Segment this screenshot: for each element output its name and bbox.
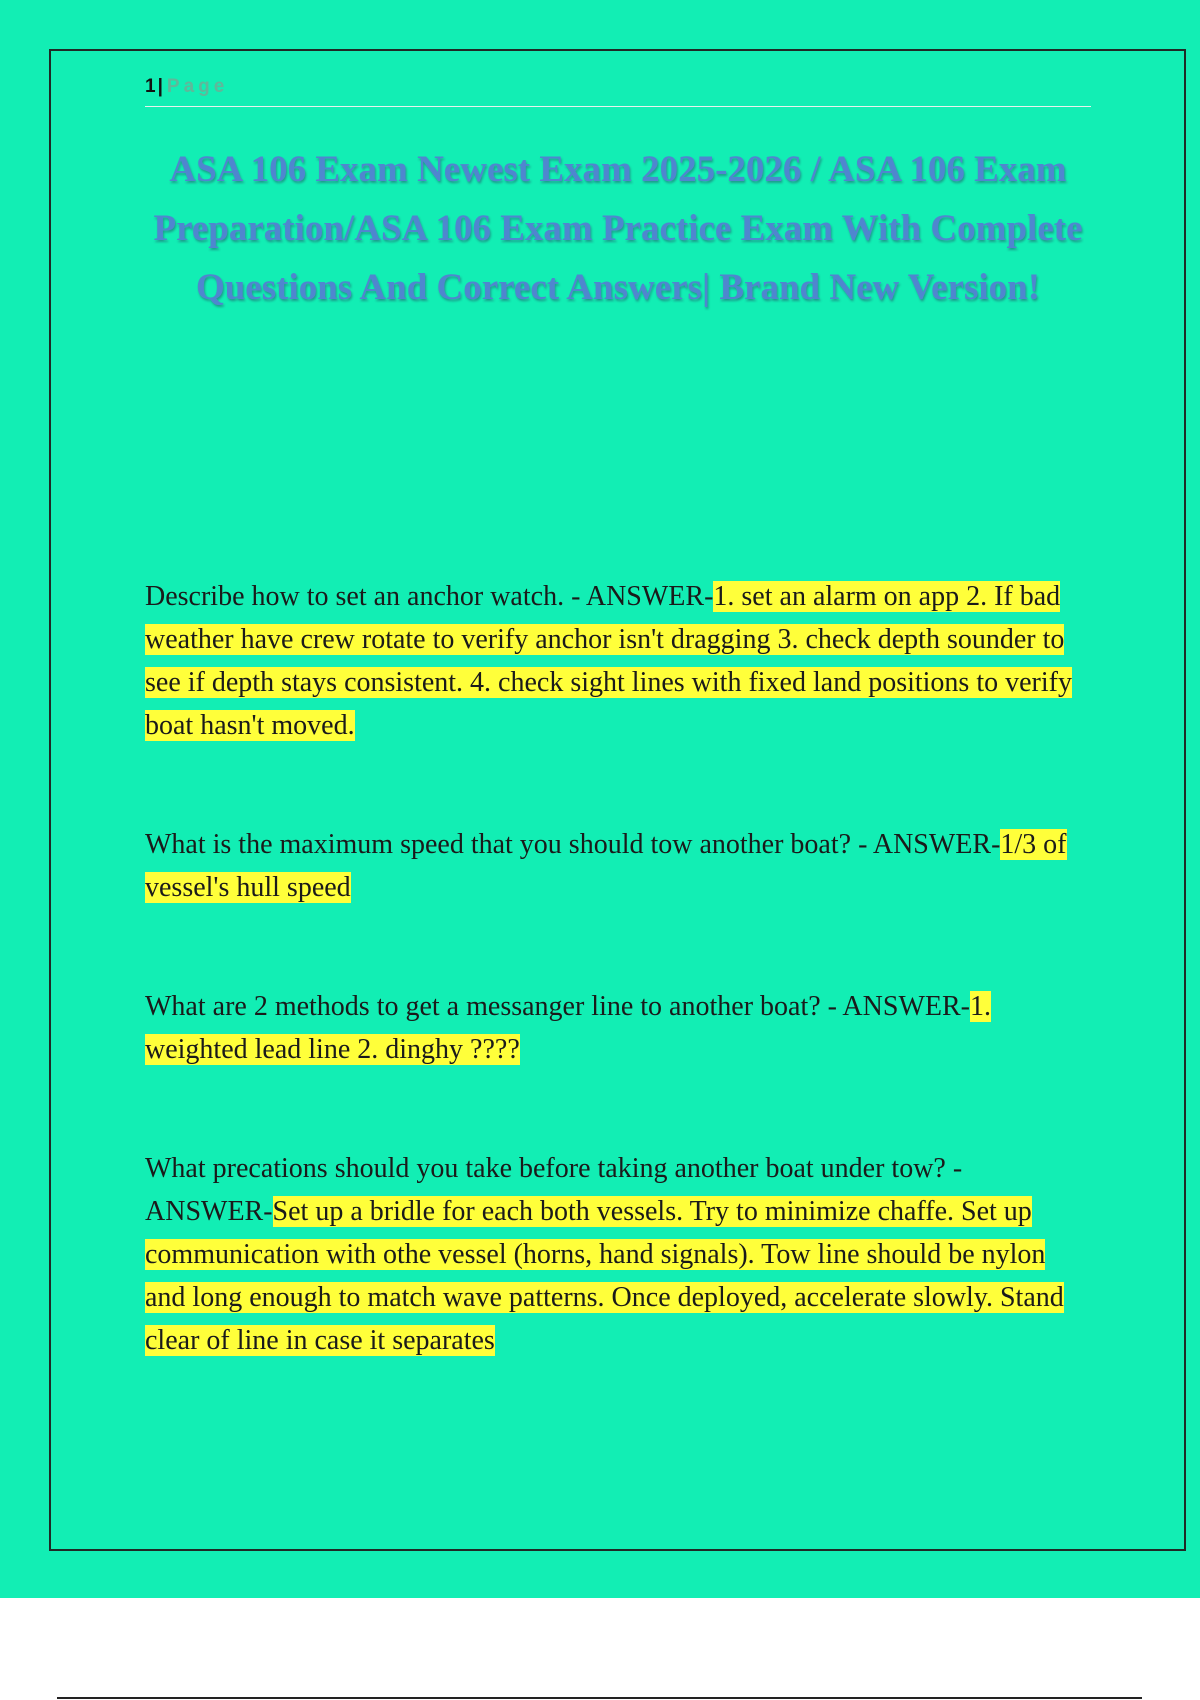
answer-text: 1. weighted lead line 2. dinghy ????: [145, 991, 991, 1065]
qa-item: [145, 823, 1091, 909]
answer-text: Set up a bridle for each both vessels. Try to minimize chaffe. Set up communication with othe vessel (horns, hand signals). Tow line should be nylon and long enough to match wave patterns. Once deployed, accelerate slowly. Stand clear of line in case it separates: [145, 1196, 1064, 1356]
answer-text: 1. set an alarm on app 2. If bad weather have crew rotate to verify anchor isn't dragging 3. check depth sounder to see if depth stays consistent. 4. check sight lines with fixed land positions to verify boat hasn't moved.: [145, 581, 1072, 741]
question-text: What is the maximum speed that you should tow another boat? - ANSWER-: [145, 829, 1001, 860]
page-separator: |: [157, 76, 163, 97]
page-number: 1: [145, 76, 156, 97]
question-text: What are 2 methods to get a messanger line to another boat? - ANSWER-: [145, 991, 970, 1022]
footer-divider: [57, 1697, 1142, 1699]
answer-text: 1/3 of vessel's hull speed: [145, 829, 1067, 903]
page-label: Page: [166, 76, 229, 97]
question-text: Describe how to set an anchor watch. - ANSWER-: [145, 581, 714, 612]
qa-item: [145, 575, 1091, 747]
question-text: What precations should you take before taking another boat under tow? - ANSWER-: [145, 1153, 963, 1227]
qa-item: [145, 985, 1091, 1071]
document-title: ASA 106 Exam Newest Exam 2025-2026 / ASA 106 Exam Preparation/ASA 106 Exam Practice Exam With Complete Questions And Correct Answers| Brand New Version!: [153, 149, 1083, 308]
qa-item: [145, 1147, 1091, 1362]
page-header: [145, 74, 1091, 107]
